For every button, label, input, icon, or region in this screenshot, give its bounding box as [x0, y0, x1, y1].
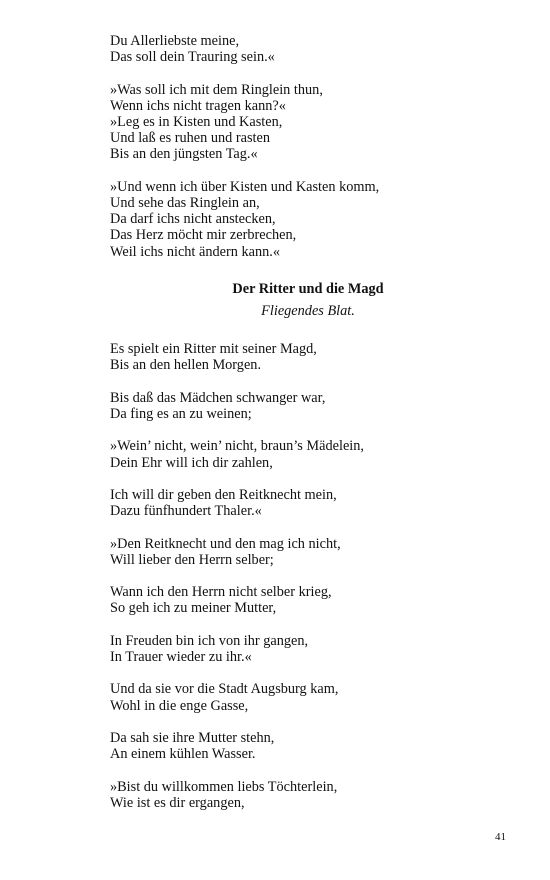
- verse-line: »Was soll ich mit dem Ringlein thun,: [110, 81, 323, 98]
- stanza: [110, 33, 530, 65]
- verse-line: In Freuden bin ich von ihr gangen,: [110, 632, 309, 649]
- stanza: [110, 438, 530, 470]
- verse-line: Du Allerliebste meine,: [110, 33, 240, 49]
- stanza: [110, 730, 530, 762]
- verse-line: So geh ich zu meiner Mutter,: [110, 600, 277, 617]
- verse-line: Weil ichs nicht ändern kann.«: [110, 243, 280, 260]
- stanza: [110, 536, 530, 568]
- verse-line: In Trauer wieder zu ihr.«: [110, 648, 252, 665]
- verse-line: Wenn ichs nicht tragen kann?«: [110, 97, 286, 114]
- verse-line: »Und wenn ich über Kisten und Kasten komm,: [110, 178, 380, 195]
- stanza: [110, 82, 530, 163]
- verse-line: Dazu fünfhundert Thaler.«: [110, 503, 262, 520]
- verse-line: Bis an den jüngsten Tag.«: [110, 146, 258, 163]
- verse-line: Dein Ehr will ich dir zahlen,: [110, 454, 273, 471]
- verse-line: »Bist du willkommen liebs Töchterlein,: [110, 778, 338, 795]
- poem-subtitle: Fliegendes Blat.: [261, 303, 355, 320]
- verse-line: »Leg es in Kisten und Kasten,: [110, 114, 283, 130]
- verse-line: Ich will dir geben den Reitknecht mein,: [110, 487, 337, 503]
- verse-line: Und da sie vor die Stadt Augsburg kam,: [110, 681, 339, 698]
- verse-line: Wohl in die enge Gasse,: [110, 697, 249, 714]
- poem-title: Der Ritter und die Magd: [232, 280, 384, 297]
- verse-line: »Den Reitknecht und den mag ich nicht,: [110, 535, 341, 552]
- verse-line: Das Herz möcht mir zerbrechen,: [110, 227, 297, 244]
- verse-line: Da fing es an zu weinen;: [110, 406, 252, 423]
- stanza: [110, 487, 530, 519]
- stanza: [110, 633, 530, 665]
- verse-line: Wann ich den Herrn nicht selber krieg,: [110, 584, 332, 601]
- stanza: [110, 779, 530, 811]
- verse-line: Es spielt ein Ritter mit seiner Magd,: [110, 341, 317, 358]
- verse-line: Wie ist es dir ergangen,: [110, 794, 245, 811]
- verse-line: Bis daß das Mädchen schwanger war,: [110, 389, 326, 406]
- verse-line: An einem kühlen Wasser.: [110, 746, 256, 763]
- verse-line: Bis an den hellen Morgen.: [110, 357, 262, 374]
- verse-line: Das soll dein Trauring sein.«: [110, 49, 275, 66]
- stanza: [110, 390, 530, 422]
- text-block: [110, 33, 530, 827]
- verse-line: Und sehe das Ringlein an,: [110, 195, 260, 211]
- stanza: [110, 681, 530, 713]
- verse-line: Da darf ichs nicht anstecken,: [110, 211, 276, 228]
- verse-line: Will lieber den Herrn selber;: [110, 551, 274, 568]
- verse-line: Und laß es ruhen und rasten: [110, 130, 271, 147]
- verse-line: »Wein’ nicht, wein’ nicht, braun’s Mädelein,: [110, 438, 364, 455]
- stanza: [110, 584, 530, 616]
- stanza: [110, 179, 530, 260]
- page-number: 41: [495, 831, 506, 843]
- stanza: [110, 341, 530, 373]
- verse-line: Da sah sie ihre Mutter stehn,: [110, 729, 275, 746]
